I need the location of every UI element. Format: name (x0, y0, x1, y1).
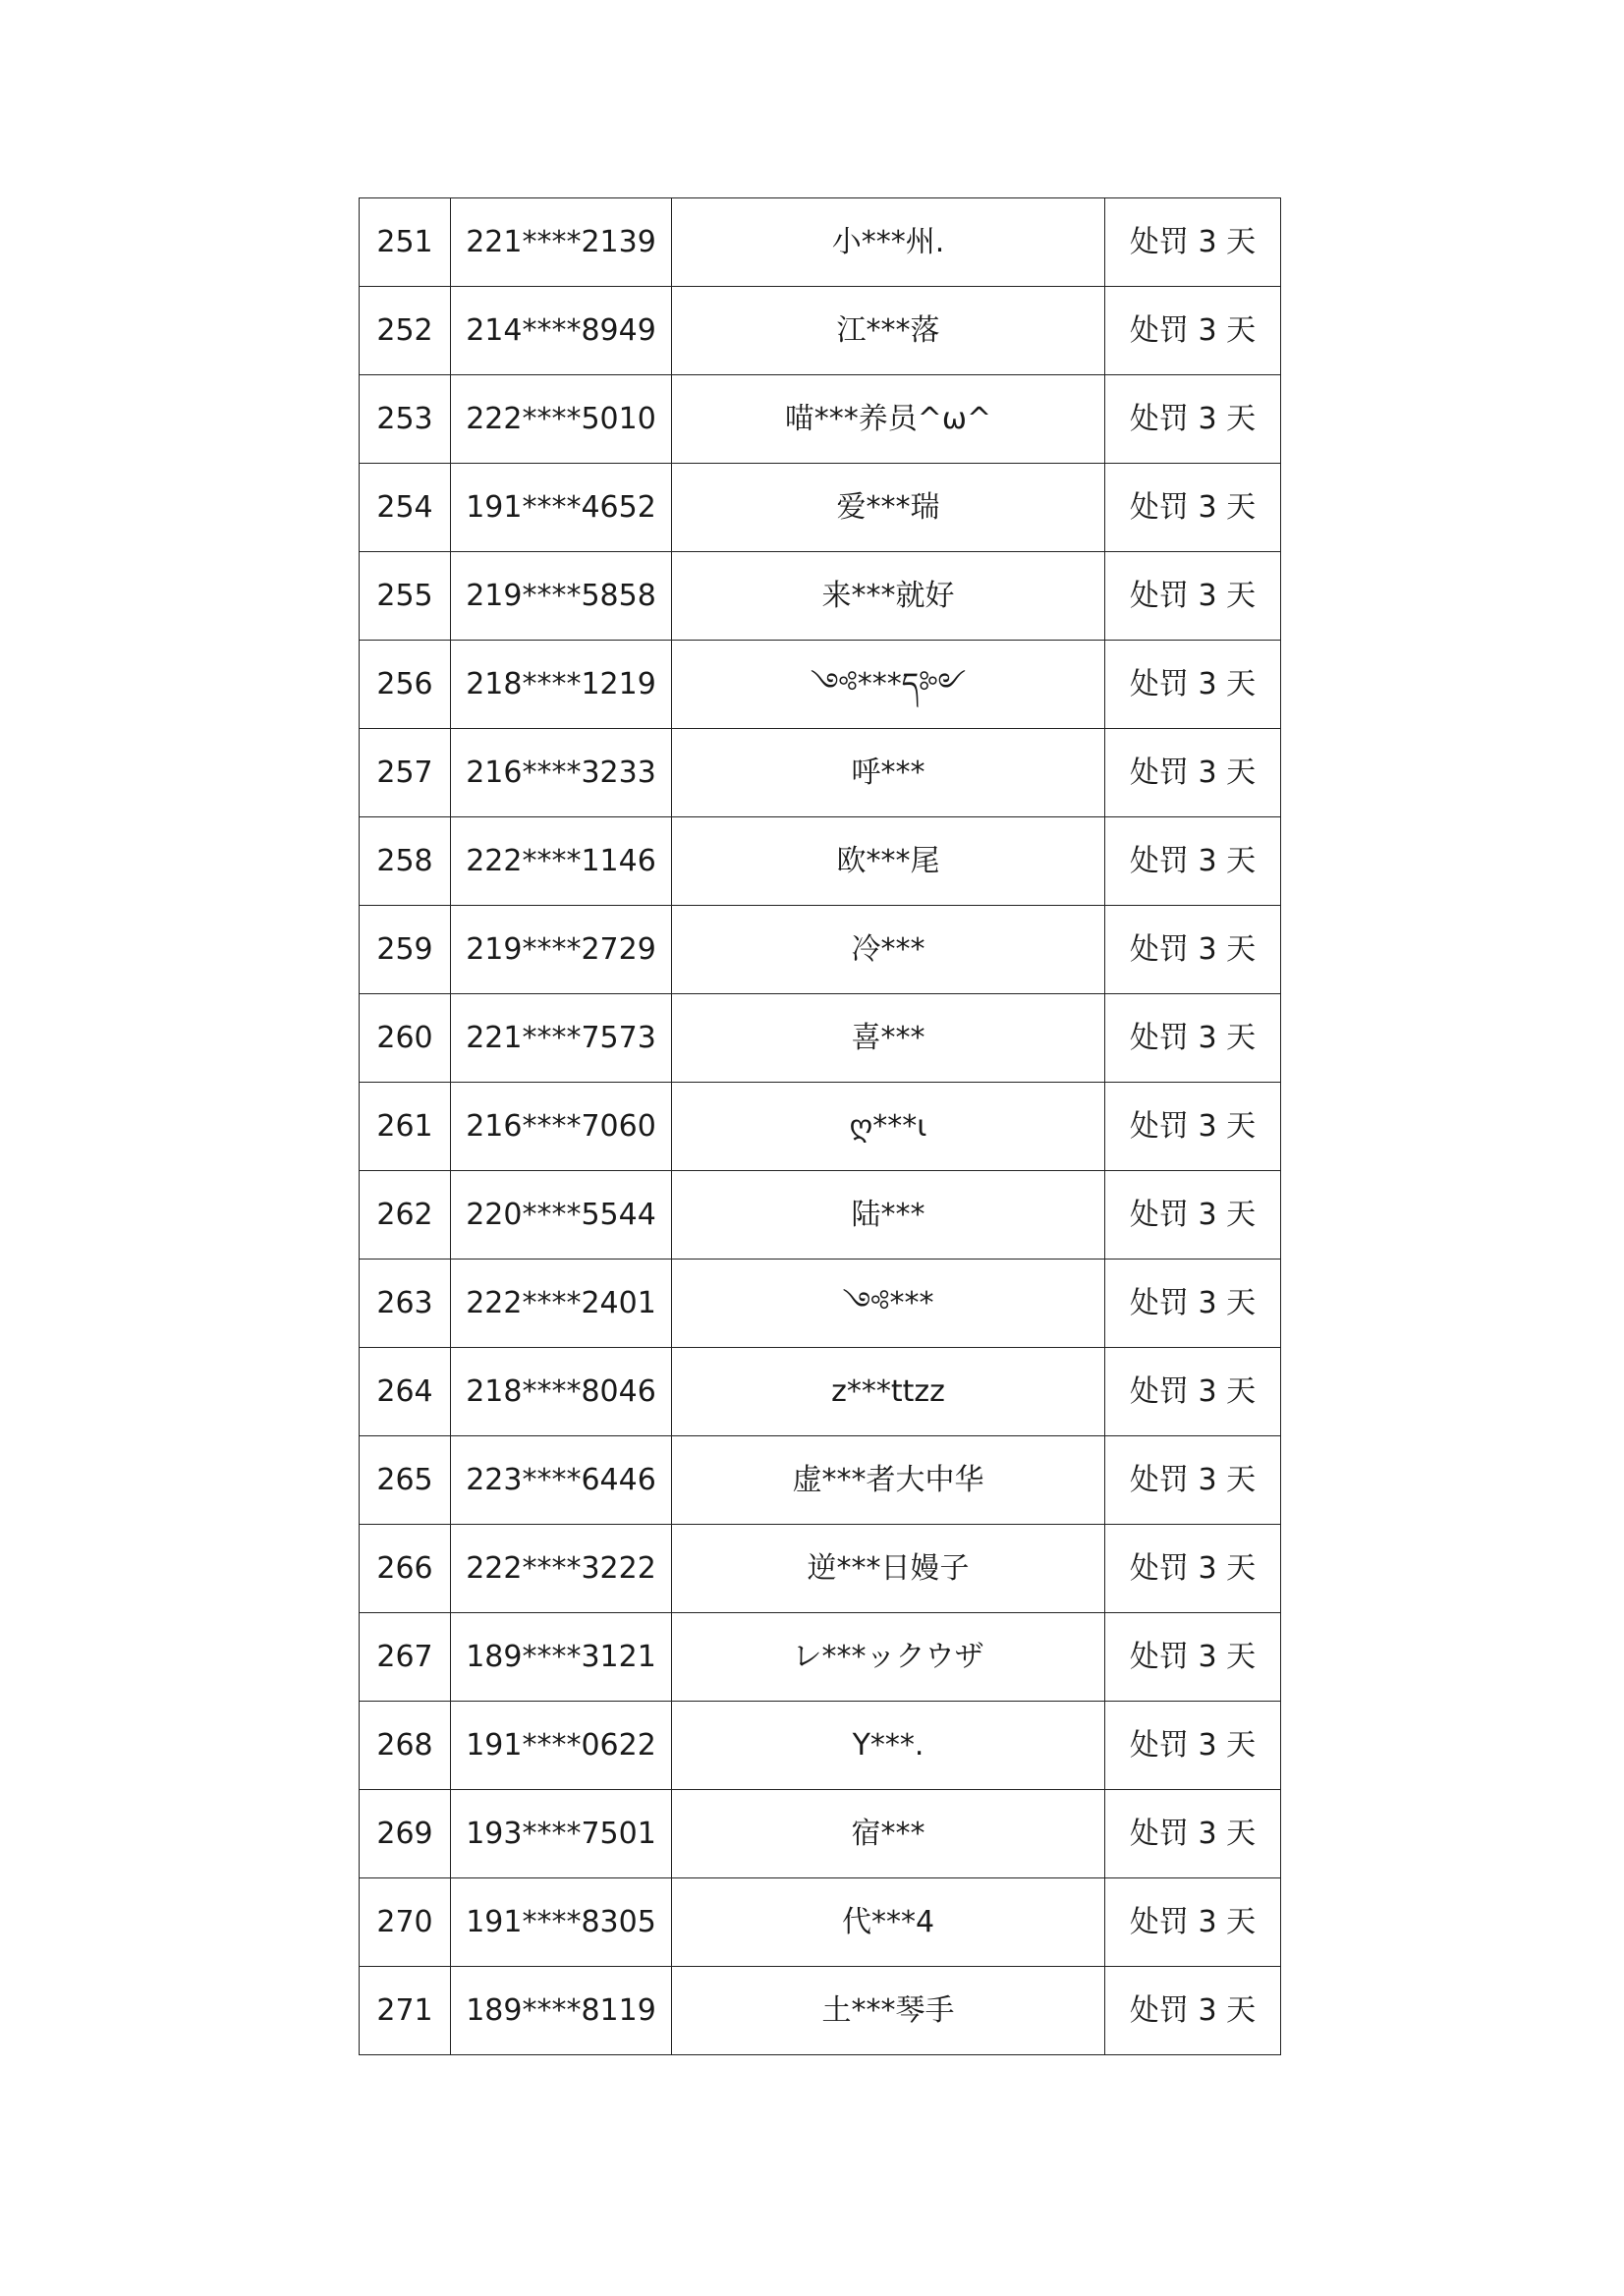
user-nickname-cell: 来***就好 (672, 552, 1105, 641)
user-nickname-cell: 宿*** (672, 1790, 1105, 1878)
penalty-table (359, 197, 1281, 2055)
table-row (360, 1790, 1281, 1878)
penalty-text-cell: 处罚 3 天 (1105, 464, 1281, 552)
penalty-text-cell: 处罚 3 天 (1105, 1171, 1281, 1260)
penalty-text-cell: 处罚 3 天 (1105, 552, 1281, 641)
row-index-cell: 266 (360, 1525, 451, 1613)
table-row (360, 906, 1281, 994)
row-index-cell: 271 (360, 1967, 451, 2055)
user-nickname-cell: 小***州. (672, 198, 1105, 287)
penalty-text-cell: 处罚 3 天 (1105, 1348, 1281, 1436)
row-index-cell: 256 (360, 641, 451, 729)
table-row (360, 287, 1281, 375)
user-nickname-cell: 代***4 (672, 1878, 1105, 1967)
table-row (360, 1967, 1281, 2055)
penalty-text-cell: 处罚 3 天 (1105, 1878, 1281, 1967)
row-index-cell: 265 (360, 1436, 451, 1525)
user-id-cell: 214****8949 (451, 287, 672, 375)
table-row (360, 1702, 1281, 1790)
penalty-table-body (360, 198, 1281, 2055)
row-index-cell: 252 (360, 287, 451, 375)
penalty-text-cell: 处罚 3 天 (1105, 1967, 1281, 2055)
user-id-cell: 219****2729 (451, 906, 672, 994)
row-index-cell: 257 (360, 729, 451, 817)
row-index-cell: 255 (360, 552, 451, 641)
row-index-cell: 263 (360, 1260, 451, 1348)
penalty-text-cell: 处罚 3 天 (1105, 729, 1281, 817)
row-index-cell: 270 (360, 1878, 451, 1967)
table-row (360, 464, 1281, 552)
table-row (360, 641, 1281, 729)
row-index-cell: 268 (360, 1702, 451, 1790)
penalty-text-cell: 处罚 3 天 (1105, 1260, 1281, 1348)
user-nickname-cell: 虚***者大中华 (672, 1436, 1105, 1525)
user-id-cell: 219****5858 (451, 552, 672, 641)
user-id-cell: 222****2401 (451, 1260, 672, 1348)
user-nickname-cell: レ***ックウザ (672, 1613, 1105, 1702)
penalty-text-cell: 处罚 3 天 (1105, 1525, 1281, 1613)
table-row (360, 1436, 1281, 1525)
user-nickname-cell: 欧***尾 (672, 817, 1105, 906)
user-id-cell: 222****5010 (451, 375, 672, 464)
user-nickname-cell: ༺***ད༻ (672, 641, 1105, 729)
table-row (360, 1525, 1281, 1613)
table-row (360, 729, 1281, 817)
row-index-cell: 258 (360, 817, 451, 906)
penalty-text-cell: 处罚 3 天 (1105, 1702, 1281, 1790)
table-row (360, 375, 1281, 464)
user-id-cell: 216****7060 (451, 1083, 672, 1171)
table-row (360, 1878, 1281, 1967)
row-index-cell: 254 (360, 464, 451, 552)
user-nickname-cell: Y***. (672, 1702, 1105, 1790)
user-id-cell: 193****7501 (451, 1790, 672, 1878)
row-index-cell: 259 (360, 906, 451, 994)
table-row (360, 817, 1281, 906)
user-nickname-cell: 喵***养员^ω^ (672, 375, 1105, 464)
row-index-cell: 260 (360, 994, 451, 1083)
user-id-cell: 218****8046 (451, 1348, 672, 1436)
user-id-cell: 189****8119 (451, 1967, 672, 2055)
row-index-cell: 267 (360, 1613, 451, 1702)
row-index-cell: 253 (360, 375, 451, 464)
user-id-cell: 189****3121 (451, 1613, 672, 1702)
table-row (360, 198, 1281, 287)
user-id-cell: 223****6446 (451, 1436, 672, 1525)
user-nickname-cell: 逆***日嫚子 (672, 1525, 1105, 1613)
user-nickname-cell: 江***落 (672, 287, 1105, 375)
user-id-cell: 220****5544 (451, 1171, 672, 1260)
row-index-cell: 264 (360, 1348, 451, 1436)
table-row (360, 552, 1281, 641)
row-index-cell: 262 (360, 1171, 451, 1260)
user-nickname-cell: 冷*** (672, 906, 1105, 994)
penalty-text-cell: 处罚 3 天 (1105, 906, 1281, 994)
user-id-cell: 191****8305 (451, 1878, 672, 1967)
user-nickname-cell: ༺*** (672, 1260, 1105, 1348)
penalty-text-cell: 处罚 3 天 (1105, 375, 1281, 464)
penalty-text-cell: 处罚 3 天 (1105, 198, 1281, 287)
user-id-cell: 191****0622 (451, 1702, 672, 1790)
penalty-text-cell: 处罚 3 天 (1105, 1613, 1281, 1702)
table-row (360, 1171, 1281, 1260)
user-id-cell: 222****3222 (451, 1525, 672, 1613)
user-id-cell: 218****1219 (451, 641, 672, 729)
table-row (360, 1260, 1281, 1348)
user-id-cell: 221****2139 (451, 198, 672, 287)
user-nickname-cell: 陆*** (672, 1171, 1105, 1260)
user-nickname-cell: z***ttzz (672, 1348, 1105, 1436)
row-index-cell: 269 (360, 1790, 451, 1878)
user-id-cell: 222****1146 (451, 817, 672, 906)
table-row (360, 1083, 1281, 1171)
row-index-cell: 251 (360, 198, 451, 287)
penalty-text-cell: 处罚 3 天 (1105, 1083, 1281, 1171)
penalty-text-cell: 处罚 3 天 (1105, 641, 1281, 729)
user-nickname-cell: ღ***ι (672, 1083, 1105, 1171)
penalty-text-cell: 处罚 3 天 (1105, 287, 1281, 375)
penalty-text-cell: 处罚 3 天 (1105, 1436, 1281, 1525)
table-row (360, 1348, 1281, 1436)
penalty-text-cell: 处罚 3 天 (1105, 994, 1281, 1083)
user-nickname-cell: 土***琴手 (672, 1967, 1105, 2055)
penalty-text-cell: 处罚 3 天 (1105, 817, 1281, 906)
user-nickname-cell: 呼*** (672, 729, 1105, 817)
penalty-text-cell: 处罚 3 天 (1105, 1790, 1281, 1878)
user-nickname-cell: 喜*** (672, 994, 1105, 1083)
user-id-cell: 221****7573 (451, 994, 672, 1083)
user-id-cell: 216****3233 (451, 729, 672, 817)
row-index-cell: 261 (360, 1083, 451, 1171)
table-row (360, 994, 1281, 1083)
user-id-cell: 191****4652 (451, 464, 672, 552)
user-nickname-cell: 爱***瑞 (672, 464, 1105, 552)
table-row (360, 1613, 1281, 1702)
